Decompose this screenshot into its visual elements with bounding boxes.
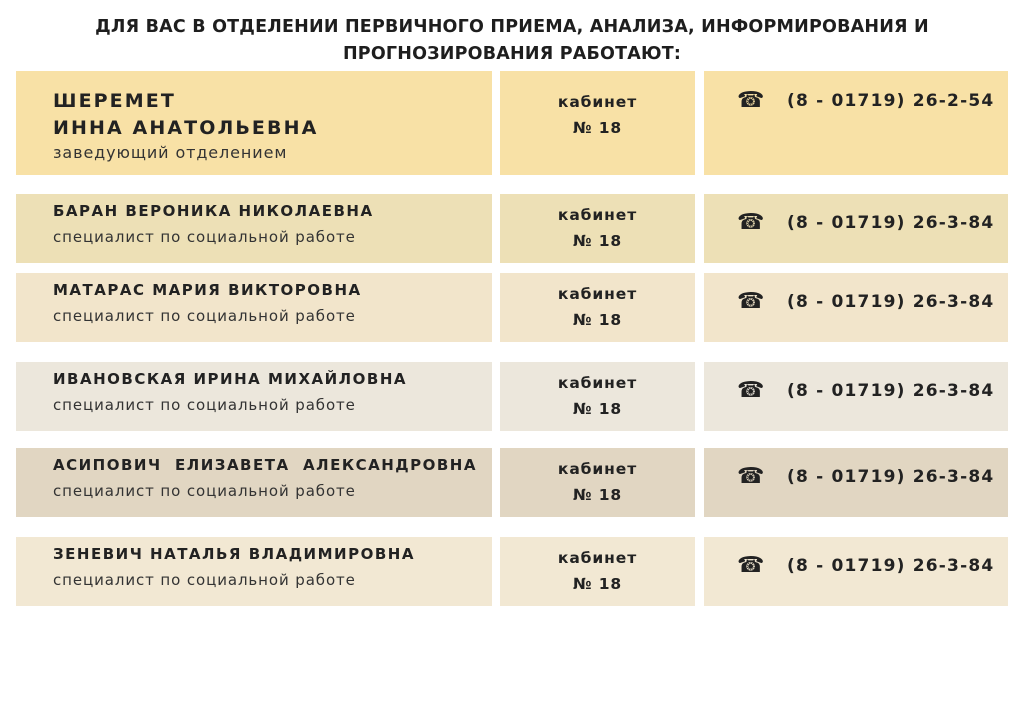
room-label: кабинет <box>557 206 638 224</box>
page-title-line-2: ПРОГНОЗИРОВАНИЯ РАБОТАЮТ: <box>342 44 682 64</box>
phone-number[interactable]: (8 - 01719) 26-3-84 <box>787 467 995 487</box>
telephone-icon: ☎ <box>737 553 766 578</box>
phone-cell <box>704 273 1008 342</box>
room-cell <box>500 71 695 175</box>
staff-row <box>16 448 1008 517</box>
name-cell <box>16 273 492 342</box>
staff-row <box>16 194 1008 263</box>
staff-name: АСИПОВИЧ ЕЛИЗАВЕТА АЛЕКСАНДРОВНА <box>53 456 477 474</box>
phone-number[interactable]: (8 - 01719) 26-3-84 <box>787 213 995 233</box>
telephone-icon: ☎ <box>737 378 766 403</box>
phone-number[interactable]: (8 - 01719) 26-3-84 <box>787 556 995 576</box>
staff-name: ИВАНОВСКАЯ ИРИНА МИХАЙЛОВНА <box>53 370 407 388</box>
phone-cell <box>704 194 1008 263</box>
phone-number[interactable]: (8 - 01719) 26-3-84 <box>787 381 995 401</box>
staff-name: БАРАН ВЕРОНИКА НИКОЛАЕВНА <box>53 202 374 220</box>
phone-cell <box>704 448 1008 517</box>
staff-role: специалист по социальной работе <box>53 228 356 246</box>
phone-info <box>704 464 1008 490</box>
page-title-line-1: ДЛЯ ВАС В ОТДЕЛЕНИИ ПЕРВИЧНОГО ПРИЕМА, АНАЛИЗА, ИНФОРМИРОВАНИЯ И <box>95 17 929 37</box>
phone-info <box>704 289 1008 315</box>
room-cell <box>500 194 695 263</box>
room-label: кабинет <box>557 285 638 303</box>
staff-row <box>16 537 1008 606</box>
room-number: № 18 <box>572 232 623 250</box>
room-info <box>500 370 695 422</box>
room-number: № 18 <box>572 575 623 593</box>
room-label: кабинет <box>557 549 638 567</box>
room-info <box>500 545 695 597</box>
phone-info <box>704 378 1008 404</box>
page-title <box>0 14 1024 68</box>
staff-role: специалист по социальной работе <box>53 571 356 589</box>
name-cell <box>16 194 492 263</box>
phone-info <box>704 553 1008 579</box>
staff-row-head <box>16 71 1008 175</box>
room-number: № 18 <box>572 486 623 504</box>
staff-name: ШЕРЕМЕТ ИННА АНАТОЛЬЕВНА <box>53 90 319 139</box>
staff-row <box>16 273 1008 342</box>
phone-cell <box>704 362 1008 431</box>
name-cell <box>16 448 492 517</box>
room-info <box>500 456 695 508</box>
room-cell <box>500 273 695 342</box>
room-label: кабинет <box>557 460 638 478</box>
phone-info <box>704 88 1008 114</box>
telephone-icon: ☎ <box>737 464 766 489</box>
room-number: № 18 <box>572 311 623 329</box>
phone-cell <box>704 537 1008 606</box>
name-cell <box>16 71 492 175</box>
room-info <box>500 89 695 141</box>
phone-number[interactable]: (8 - 01719) 26-2-54 <box>787 91 995 111</box>
staff-role: специалист по социальной работе <box>53 396 356 414</box>
staff-name: ЗЕНЕВИЧ НАТАЛЬЯ ВЛАДИМИРОВНА <box>53 545 415 563</box>
room-info <box>500 202 695 254</box>
staff-name: МАТАРАС МАРИЯ ВИКТОРОВНА <box>53 281 362 299</box>
staff-row <box>16 362 1008 431</box>
name-cell <box>16 362 492 431</box>
room-number: № 18 <box>572 119 623 137</box>
staff-role: специалист по социальной работе <box>53 307 356 325</box>
name-cell <box>16 537 492 606</box>
telephone-icon: ☎ <box>737 289 766 314</box>
room-info <box>500 281 695 333</box>
staff-role: заведующий отделением <box>53 143 288 162</box>
room-cell <box>500 362 695 431</box>
room-cell <box>500 448 695 517</box>
phone-info <box>704 210 1008 236</box>
phone-cell <box>704 71 1008 175</box>
room-cell <box>500 537 695 606</box>
room-label: кабинет <box>557 93 638 111</box>
room-number: № 18 <box>572 400 623 418</box>
telephone-icon: ☎ <box>737 88 766 113</box>
phone-number[interactable]: (8 - 01719) 26-3-84 <box>787 292 995 312</box>
staff-role: специалист по социальной работе <box>53 482 356 500</box>
room-label: кабинет <box>557 374 638 392</box>
telephone-icon: ☎ <box>737 210 766 235</box>
